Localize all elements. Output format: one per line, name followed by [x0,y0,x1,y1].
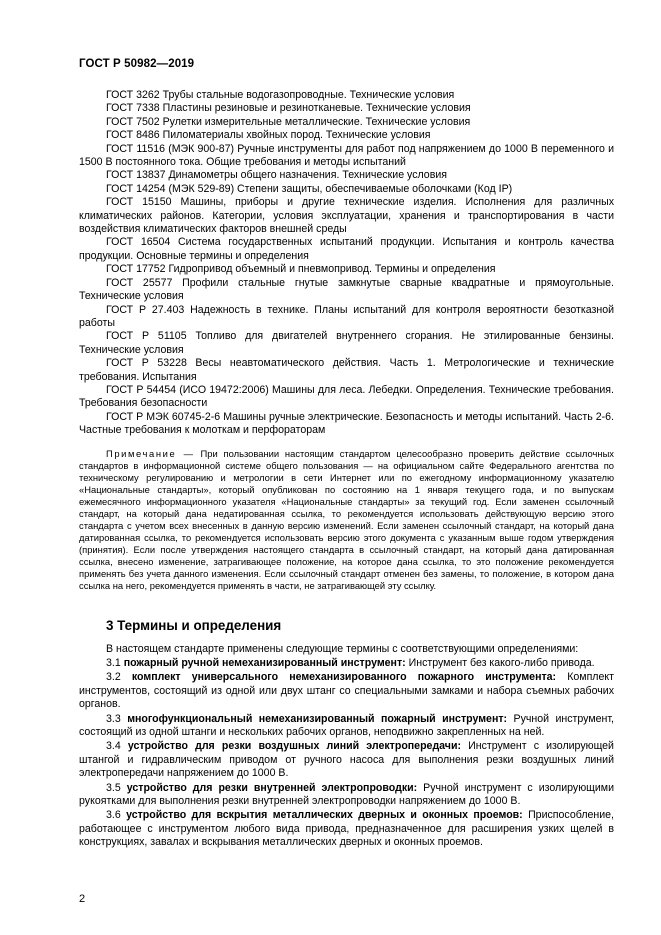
page-content [79,89,614,851]
term-name: пожарный ручной немеханизированный инструмент: [123,656,406,669]
term-number: 3.6 [106,809,121,822]
term-name: комплект универсального немеханизированного пожарного инструмента: [131,671,557,684]
term-definition [79,809,614,849]
reference-item: ГОСТ 7502 Рулетки измерительные металлические. Технические условия [106,115,471,128]
term-text: Инструмент без какого-либо привода. [405,656,595,669]
term-definition [79,713,614,740]
term-number: 3.3 [106,712,121,725]
term-text: Комплект инструментов, состоящий из одной или двух штанг со специальными замками и набора съемных рабочих органов. [79,671,614,711]
term-name: устройство для вскрытия металлических дверных и оконных проемов: [126,809,523,822]
reference-item: ГОСТ 3262 Трубы стальные водогазопроводные. Технические условия [106,89,455,101]
term-text: Приспособление, работающее с инструментом любого вида привода, предназначенное для расширения узких щелей в конструкциях, завалах и вскрывания металлических дверных и оконных проемов. [79,809,614,849]
term-name: устройство для резки внутренней электропроводки: [126,781,418,794]
term-number: 3.1 [106,656,121,669]
reference-item: ГОСТ 13837 Динамометры общего назначения. Технические условия [106,169,447,182]
note-paragraph [79,448,614,592]
reference-list [79,89,614,438]
term-name: устройство для резки воздушных линий электропередачи: [127,740,461,753]
reference-item: ГОСТ 8486 Пиломатериалы хвойных пород. Технические условия [106,129,431,142]
page-number: 2 [79,893,86,905]
reference-item: ГОСТ 16504 Система государственных испытаний продукции. Испытания и контроль качества продукции. Основные термины и определения [79,236,614,262]
reference-item: ГОСТ 14254 (МЭК 529-89) Степени защиты, обеспечиваемые оболочками (Код IP) [106,182,513,195]
reference-item: ГОСТ 17752 Гидропривод объемный и пневмопривод. Термины и определения [106,263,496,276]
note-label: Примечание — [106,447,195,459]
document-header: ГОСТ Р 50982—2019 [79,58,195,70]
reference-item: ГОСТ Р 27.403 Надежность в технике. Планы испытаний для контроля вероятности безотказной работы [79,303,614,329]
term-definition [79,740,614,780]
note-text: При пользовании настоящим стандартом целесообразно проверить действие ссылочных стандартов в информационной системе общего пользования — на официальном сайте Федерального агентства по техническому регулированию и метрологии в сети Интернет или по ежегодному информационному указателю «Национальные стандарты», который опубликован по состоянию на 1 января текущего года, и по выпускам ежемесячного информационного указателя «Национальные стандарты» за текущий год. Если заменен ссылочный стандарт, на который дана недатированная ссылка, то рекомендуется использовать действующую версию этого стандарта с учетом всех внесенных в данную версию изменений. Если заменен ссылочный стандарт, на который дана датированная ссылка, то рекомендуется использовать версию этого документа с указанным выше годом утверждения (принятия). Если после утверждения настоящего стандарта в ссылочный стандарт, на который дана датированная ссылка, внесено изменение, затрагивающее положение, на которое дана ссылка, то это положение рекомендуется применять без учета данного изменения. Если ссылочный стандарт отменен без замены, то положение, в котором дана ссылка на него, рекомендуется применять в части, не затрагивающей эту ссылку. [79,447,614,591]
reference-item: ГОСТ 15150 Машины, приборы и другие технические изделия. Исполнения для различных климатических районов. Категории, условия эксплуатации, хранения и транспортирования в части воздействия климатических факторов внешней среды [79,196,614,236]
reference-item: ГОСТ 7338 Пластины резиновые и резинотканевые. Технические условия [106,102,471,115]
reference-item: ГОСТ 25577 Профили стальные гнутые замкнутые сварные квадратные и прямоугольные. Технические условия [79,276,614,303]
term-text: Ручной инструмент с изолирующими рукоятками для выполнения резки внутренней электропроводки напряжением до 1000 В. [79,781,614,808]
reference-item: ГОСТ Р 51105 Топливо для двигателей внутреннего сгорания. Не этилированные бензины. Технические условия [79,330,614,356]
term-text: Ручной инструмент, состоящий из одной штанги и нескольких рабочих органов, неподвижно закрепленных на ней. [79,712,614,738]
reference-item: ГОСТ Р 54454 (ИСО 19472:2006) Машины для леса. Лебедки. Определения. Технические требования. Требования безопасности [79,383,614,410]
term-text: Инструмент с изолирующей штангой и гидравлическим приводом от ручного насоса для выполнения резки воздушных линий электропередачи напряжением до 1000 В. [79,740,614,780]
term-number: 3.5 [106,781,121,794]
term-number: 3.4 [106,740,121,753]
term-definition [79,671,614,711]
reference-item: ГОСТ Р 53228 Весы неавтоматического действия. Часть 1. Метрологические и технические требования. Испытания [79,357,614,383]
term-definition [79,657,614,670]
term-number: 3.2 [106,671,121,684]
reference-item: ГОСТ 11516 (МЭК 900-87) Ручные инструменты для работ под напряжением до 1000 В переменного и 1500 В постоянного тока. Общие требования и методы испытаний [79,142,614,169]
section-intro: В настоящем стандарте применены следующие термины с соответствующими определениями: [106,642,579,655]
term-definition [79,782,614,809]
reference-item: ГОСТ Р МЭК 60745-2-6 Машины ручные электрические. Безопасность и методы испытаний. Часть 2-6. Частные требования к молоткам и перфораторам [79,410,614,437]
section-title: 3 Термины и определения [106,617,282,633]
term-name: многофункциональный немеханизированный пожарный инструмент: [127,712,508,725]
